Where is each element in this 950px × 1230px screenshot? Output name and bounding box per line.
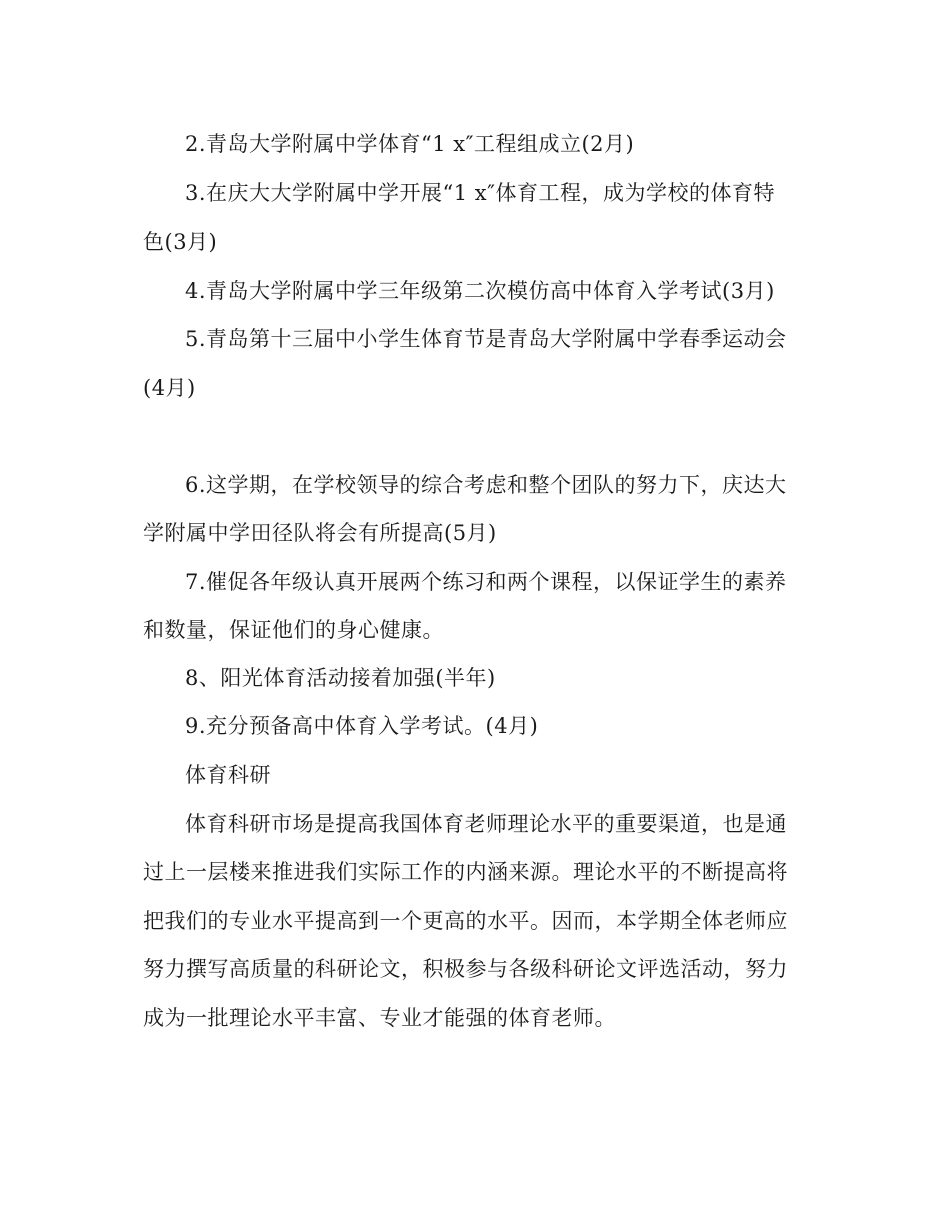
paragraph-line-3: 把我们的专业水平提高到一个更高的水平。因而，本学期全体老师应 <box>143 909 788 933</box>
list-item-7-line-1: 7.催促各年级认真开展两个练习和两个课程，以保证学生的素养 <box>185 570 787 594</box>
list-item-4: 4.青岛大学附属中学三年级第二次模仿高中体育入学考试(3月) <box>185 279 775 303</box>
list-item-9: 9.充分预备高中体育入学考试。(4月) <box>185 714 539 738</box>
paragraph-line-2: 过上一层楼来推进我们实际工作的内涵来源。理论水平的不断提高将 <box>143 860 788 884</box>
list-item-6-line-1: 6.这学期，在学校领导的综合考虑和整个团队的努力下，庆达大 <box>185 473 787 497</box>
list-item-5-line-1: 5.青岛第十三届中小学生体育节是青岛大学附属中学春季运动会 <box>185 327 787 351</box>
section-heading: 体育科研 <box>185 763 271 787</box>
list-item-6-line-2: 学附属中学田径队将会有所提高(5月) <box>143 521 497 545</box>
paragraph-line-1: 体育科研市场是提高我国体育老师理论水平的重要渠道，也是通 <box>185 812 787 836</box>
paragraph-line-5: 成为一批理论水平丰富、专业才能强的体育老师。 <box>143 1006 616 1030</box>
list-item-2: 2.青岛大学附属中学体育“1 x″工程组成立(2月) <box>185 132 635 156</box>
paragraph-line-4: 努力撰写高质量的科研论文，积极参与各级科研论文评选活动，努力 <box>143 957 788 981</box>
list-item-3-line-2: 色(3月) <box>143 230 218 254</box>
list-item-5-line-2: (4月) <box>143 376 196 400</box>
list-item-3-line-1: 3.在庆大大学附属中学开展“1 x″体育工程，成为学校的体育特 <box>185 181 775 205</box>
list-item-7-line-2: 和数量，保证他们的身心健康。 <box>143 618 444 642</box>
list-item-8: 8、阳光体育活动接着加强(半年) <box>185 666 496 690</box>
